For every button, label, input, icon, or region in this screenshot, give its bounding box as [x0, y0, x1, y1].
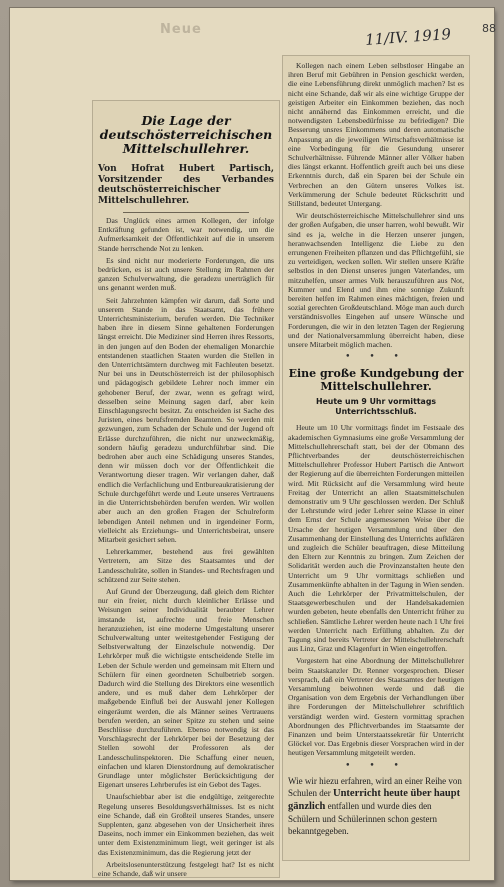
article-paragraph: Das Unglück eines armen Kollegen, der infolge Entkräftung gefunden ist, war notwendig, um die Aufmerksamkeit der Öffentlichkeit auf die in unserem Stande herrschende Not zu lenken.: [98, 216, 274, 253]
clipping-column-left: [98, 106, 274, 879]
closing-emphasis: Unterricht heute über: [333, 787, 432, 799]
article-paragraph: Heute um 10 Uhr vormittags findet im Festsaale des akademischen Gymnasiums eine große Versammlung der Mittelschullehrerschaft statt, bei der der Obmann des Pflichtverbandes der deutschösterreichischen Mittelschullehrer Professor Hubert Partisch die Antwort der Regierung auf die überreichten Forderungen mitteilen wird. Mit Rücksicht auf die Versammlung wird heute Freitag der Unterricht an allen Staatsmittelschulen demonstrativ um 9 Uhr geschlossen werden. Der Schluß der Lehrstunde wird jeder Lehrer seine Klasse in einer dem Ernst der Schule angemessenen Weise über die Ursache der heutigen Versammlung und über den Zusammenhang der Einstellung des Unterrichts aufklären und zugleich die Schüler beauftragen, diese Mitteilung den Eltern zur Kenntnis zu bringen. Zum Zeichen der Solidarität werden auch die Provinzanstalten heute den Unterricht um 9 Uhr vormittags schließen und Zusammenkünfte abhalten in der Tagung in Wien senden. Auch die Lehrkörper der Privatmittelschulen, der Staatsgewerbeschulen und der Handelsakademien wurden gebeten, heute ebenfalls den Unterricht früher zu schließen. Sämtliche Lehrer werden heute nach 1 Uhr frei werden Unterricht nach Erfüllung abhalten. Zu der Tagung sind bereits Vertreter der Mittelschullehrerschaft aus Linz, Graz und Klagenfurt in Wien eingetroffen.: [288, 423, 464, 654]
clipping-column-right: [288, 61, 464, 855]
closing-notice: [288, 775, 464, 837]
newspaper-clipping-left: [92, 100, 280, 878]
second-article-title: Eine große Kundgebung der Mittelschullehrer.: [288, 367, 464, 394]
separator-dots: • • •: [345, 760, 407, 771]
article-paragraph: Auf Grund der Überzeugung, daß gleich dem Richter nur ein freier, nicht durch kleinlicher Erlässe und Weisungen seiner Individualität beraubter Lehrer imstande ist, aufrechte und freie Menschen heranzuziehen, ist eine moderne Umgestaltung unserer Schulverwaltung unter weitestgehender Festigung der Selbstverwaltung der Einzelschule notwendig. Der Lehrkörper muß die wichtigste entscheidende Stelle im Leben der Schule werden und gemeinsam mit Eltern und Schülern für einen geordneten Schulbetrieb sorgen. Dadurch wird die Stellung des Direktors eine wesentlich andere, und es muß daher dem Lehrkörper der maßgebende Einfluß bei der Auswahl jener Kollegen eingeräumt werden, die als Männer seines Vertrauens berufen werden, an seiner Spitze zu stehen und seine Beschlüsse durchzuführen. Ebenso notwendig ist das Vorschlagsrecht der Lehrkörper bei der Besetzung der Stellen sowohl der Professoren als der Landesschulinspektoren. Die Schaffung einer neuen, einfachen und klaren Dienstordnung auf demokratischer Grundlage unter möglichster Berücksichtigung der Eigenart unseres Lehrberufes ist ein Gebot des Tages.: [98, 586, 274, 790]
article-paragraph: Kollegen nach einem Leben selbstloser Hingabe an ihren Beruf mit Gebühren in Pension geschickt werden, die eine Lebensführung direkt unmöglich machen? Ist es nicht eine Schande, daß wir als eine wichtige Gruppe der geistigen Arbeiter ein Einkommen beziehen, das noch nicht annähernd das Einkommen erreicht, und die notwendigsten Lebensbedürfnisse zu befriedigen? Die Besserung unsres Einkommens und deren automatische Anpassung an die jeweiligen Wirtschaftsverhältnisse ist eine Vorbedingung für die Gesundung unserer Schulverhältnisse. Führende Männer aller Völker haben dies längst erkannt. Hoffentlich greift auch bei uns diese Erkenntnis durch, daß ein Sparen bei der Schule ein Verbrechen an den Gütern unseres Volkes ist. Verkümmerung der Schule bedeutet Rückschritt und Stillstand, bedeutet Untergang.: [288, 61, 464, 209]
faded-stamp: Neue: [160, 22, 202, 37]
article-paragraph: Lehrerkammer, bestehend aus frei gewählten Vertretern, am Sitze des Staatsamtes und der Landesschulräte, sollen in Standes- und Rechtsfragen und schützend zur Seite stehen.: [98, 547, 274, 584]
article-byline: Von Hofrat Hubert Partisch, Vorsitzender des Verbandes deutschösterreichischer Mittelschullehrer.: [98, 164, 274, 206]
second-article-subhead: Heute um 9 Uhr vormittags Unterrichtsschluß.: [315, 397, 437, 417]
article-paragraph: Seit Jahrzehnten kämpfen wir darum, daß Sorte und unserem Stande in das Staatsamt, das frühere Unterrichtsministerium, berufen werden. Die Techniker haben ihre in diesem Sinne gehaltenen Forderungen längst erreicht. Die Mediziner sind Herren ihres Ressorts, in den jungen auf den Boden der ehemaligen Monarchie entstandenen staatlichen Staaten wurden die Stellen in den Unterrichtsämtern durchweg mit Fachleuten besetzt. Nur bei uns in Deutschösterreich ist der philosophisch und pädagogisch gebildete Lehrer noch immer ein gehobener Beruf, der zwar, wenn es gefragt wird, desselben seine Meinung sagen darf, aber kein Einschlagungsrecht besitzt. Zu entscheiden ist Sache des Juristen, eines berufsfremden Beamten. So werden mit gezwungen, zum Schaden der Schule und der Jugend oft Erlässe durchzuführen, die nicht nur unzweckmäßig, sondern häufig geradezu undurchführbar sind. Die bedrohen aber auch eine Schädigung unseres Standes, denn wir müssen doch vor der Öffentlichkeit die Verantwortung dieser tragen. Wir verlangen daher, daß endlich die Verfachlichung und Entbureaukratisierung der Schule durchgeführt werde und Leute unseres Vertrauens in die Unterrichtsbehörden berufen werden. Wir wollen aber auch an den großen Fragen der Schulreform lebendigen Anteil nehmen und in irgendeiner Form, vielleicht als Erziehungs- und Unterrichtsbeirat, unsere Mitarbeit gesichert sehen.: [98, 295, 274, 544]
divider: [123, 212, 249, 213]
closing-lead: Wie wir hiezu erfahren, wird an einer Reihe von Schulen der: [288, 775, 462, 798]
article-paragraph: Vorgestern hat eine Abordnung der Mittelschullehrer beim Staatskanzler Dr. Renner vorgesprochen. Dieser versprach, daß ein Vertreter des Staatsamtes der heutigen Versammlung beiwohnen werde und daß die Organisation von dem Ergebnis der Verhandlungen über ihre Forderungen der Mittelschullehrer schriftlich verständigt werden wird. Gestern vormittag sprachen Abordnungen des Pflichtverbandes im Staatsamte der Finanzen und beim Unterstaatssekretär für Unterricht Glöckel vor. Das Ergebnis dieser Vorsprachen wird in der heutigen Versammlung mitgeteilt werden.: [288, 656, 464, 758]
newspaper-clipping-right: [282, 55, 470, 861]
closing-emphasis: haupt gänzlich: [288, 787, 461, 812]
article-title: Die Lage der deutschösterreichischen Mittelschullehrer.: [99, 113, 273, 156]
closing-tail: entfallen und wurde dies den Schülern und Schülerinnen schon gestern bekanntgegeben.: [288, 800, 437, 836]
article-paragraph: Arbeitslosenunterstützung festgelegt hat? Ist es nicht eine Schande, daß wir unsere: [98, 859, 274, 879]
article-paragraph: Unaufschiebbar aber ist die endgültige, zeitgerechte Regelung unseres Besoldungsverhältnisses. Ist es nicht eine Schande, daß ein Großteil unseres Standes, unsere Supplenten, ganz abgesehen von der Unsicherheit ihres Daseins, noch immer ein Einkommen beziehen, das weit unter dem Existenzminimum liegt, weit geringer ist als das Existenzminimum, das die Regierung jetzt der: [98, 792, 274, 857]
article-paragraph: Es sind nicht nur moderierte Forderungen, die uns bedrücken, es ist auch unsere Stellung im Rahmen der ganzen Schulverwaltung, die geradezu unerträglich für uns genannt werden muß.: [98, 255, 274, 293]
article-paragraph: Wir deutschösterreichische Mittelschullehrer sind uns der großen Aufgaben, die unser harren, wohl bewußt. Wir sind es ja, welche in die Herzen unserer jungen, heranwachsenden Intelligenz die Liebe zu den errungenen Freiheiten pflanzen und das Pflichtgefühl, sie zu verteidigen, wecken sollen. Wir stellen unsere Kräfte selbstlos in den Dienst unseres jungen Vaterlandes, um mitzuhelfen, unser armes Volk herauszuführen aus Not, Kummer und Elend und ihm eine sonnige Zukunft bereiten helfen im Rahmen eines mächtigen, freien und sozial gerechten Großdeutschland. Möge man auch durch verständnisvolles Eingehen auf unsere Wünsche und Forderungen, die wir in den letzten Tagen der Regierung und der Nationalversammlung überreicht haben, diese unsere Mitarbeit möglich machen.: [288, 211, 464, 350]
handwritten-date: 11/IV. 1919: [364, 25, 452, 49]
page-number: 88: [482, 22, 496, 35]
separator-dots: • • •: [345, 352, 407, 363]
